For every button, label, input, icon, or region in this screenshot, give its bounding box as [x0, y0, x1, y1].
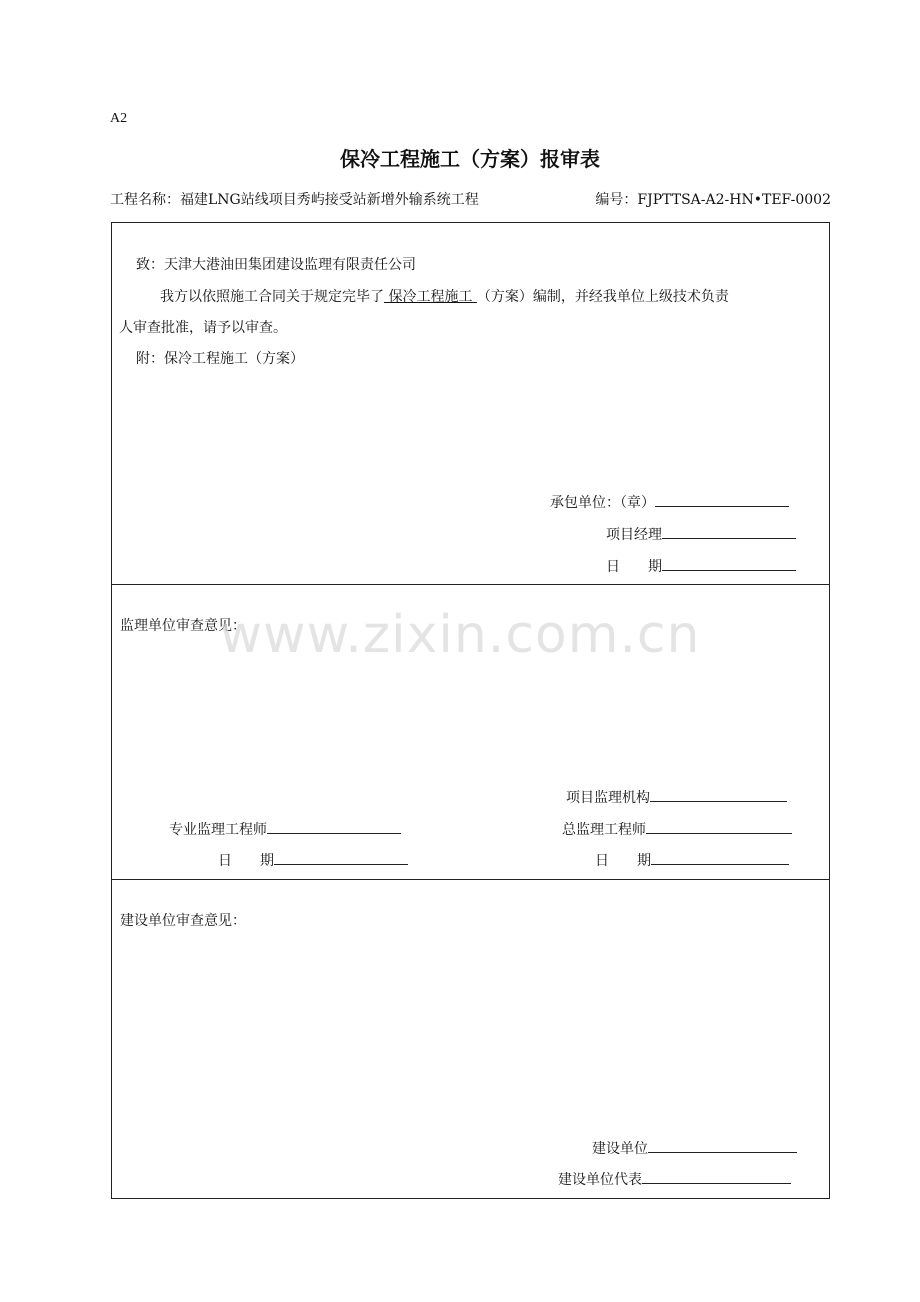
supervision-org-line: [650, 787, 787, 802]
document-number: 编号：FJPTTSA-A2-HN•TEF-0002: [595, 192, 831, 208]
document-code: A2: [110, 111, 128, 126]
contractor-date-label: 日 期: [606, 559, 662, 575]
chief-date-line: [651, 850, 789, 865]
submission-suffix: （方案）编制，并经我单位上级技术负责: [476, 289, 729, 305]
chief-date: [595, 850, 789, 870]
submission-prefix: 我方以依照施工合同关于规定完毕了: [160, 289, 384, 305]
contractor-date: [606, 556, 796, 576]
specialist-engineer-line: [267, 819, 401, 834]
owner-unit-line: [648, 1138, 797, 1153]
specialist-engineer-signature: [169, 819, 401, 839]
supervision-org-signature: [566, 787, 787, 807]
owner-rep-signature: [558, 1169, 791, 1189]
owner-unit-label: 建设单位: [592, 1141, 648, 1157]
project-manager-signature: [606, 524, 796, 544]
project-manager-label: 项目经理: [606, 527, 662, 543]
supervision-org-label: 项目监理机构: [566, 790, 650, 806]
row-divider-2: [111, 879, 830, 880]
chief-date-label: 日 期: [595, 853, 651, 869]
form-table: [111, 222, 830, 1199]
owner-rep-line: [642, 1169, 791, 1184]
addressee: 致：天津大港油田集团建设监理有限责任公司: [136, 257, 416, 273]
chief-engineer-signature: [562, 819, 792, 839]
specialist-date-line: [274, 850, 408, 865]
specialist-engineer-label: 专业监理工程师: [169, 822, 267, 838]
project-manager-line: [662, 524, 796, 539]
watermark: www.zixin.com.cn: [219, 605, 701, 665]
chief-engineer-label: 总监理工程师: [562, 822, 646, 838]
supervision-opinion-heading: 监理单位审查意见：: [120, 618, 246, 634]
project-name: 工程名称：福建LNG站线项目秀屿接受站新增外输系统工程: [110, 192, 479, 208]
owner-unit-signature: [592, 1138, 797, 1158]
contractor-signature-line: [655, 492, 789, 507]
submission-subject: 保冷工程施工: [388, 289, 473, 305]
specialist-date-label: 日 期: [218, 853, 274, 869]
owner-rep-label: 建设单位代表: [558, 1172, 642, 1188]
row-divider-1: [111, 584, 830, 585]
specialist-date: [218, 850, 408, 870]
contractor-signature: [550, 492, 789, 512]
page-title: 保冷工程施工（方案）报审表: [340, 147, 600, 171]
submission-text-line2: 人审查批准，请予以审查。: [119, 320, 287, 336]
attachment: 附：保冷工程施工（方案）: [136, 351, 304, 367]
contractor-label: 承包单位：（章）: [550, 495, 655, 511]
contractor-date-line: [662, 556, 796, 571]
submission-text-line1: [160, 286, 729, 306]
chief-engineer-line: [646, 819, 792, 834]
owner-opinion-heading: 建设单位审查意见：: [120, 913, 246, 929]
